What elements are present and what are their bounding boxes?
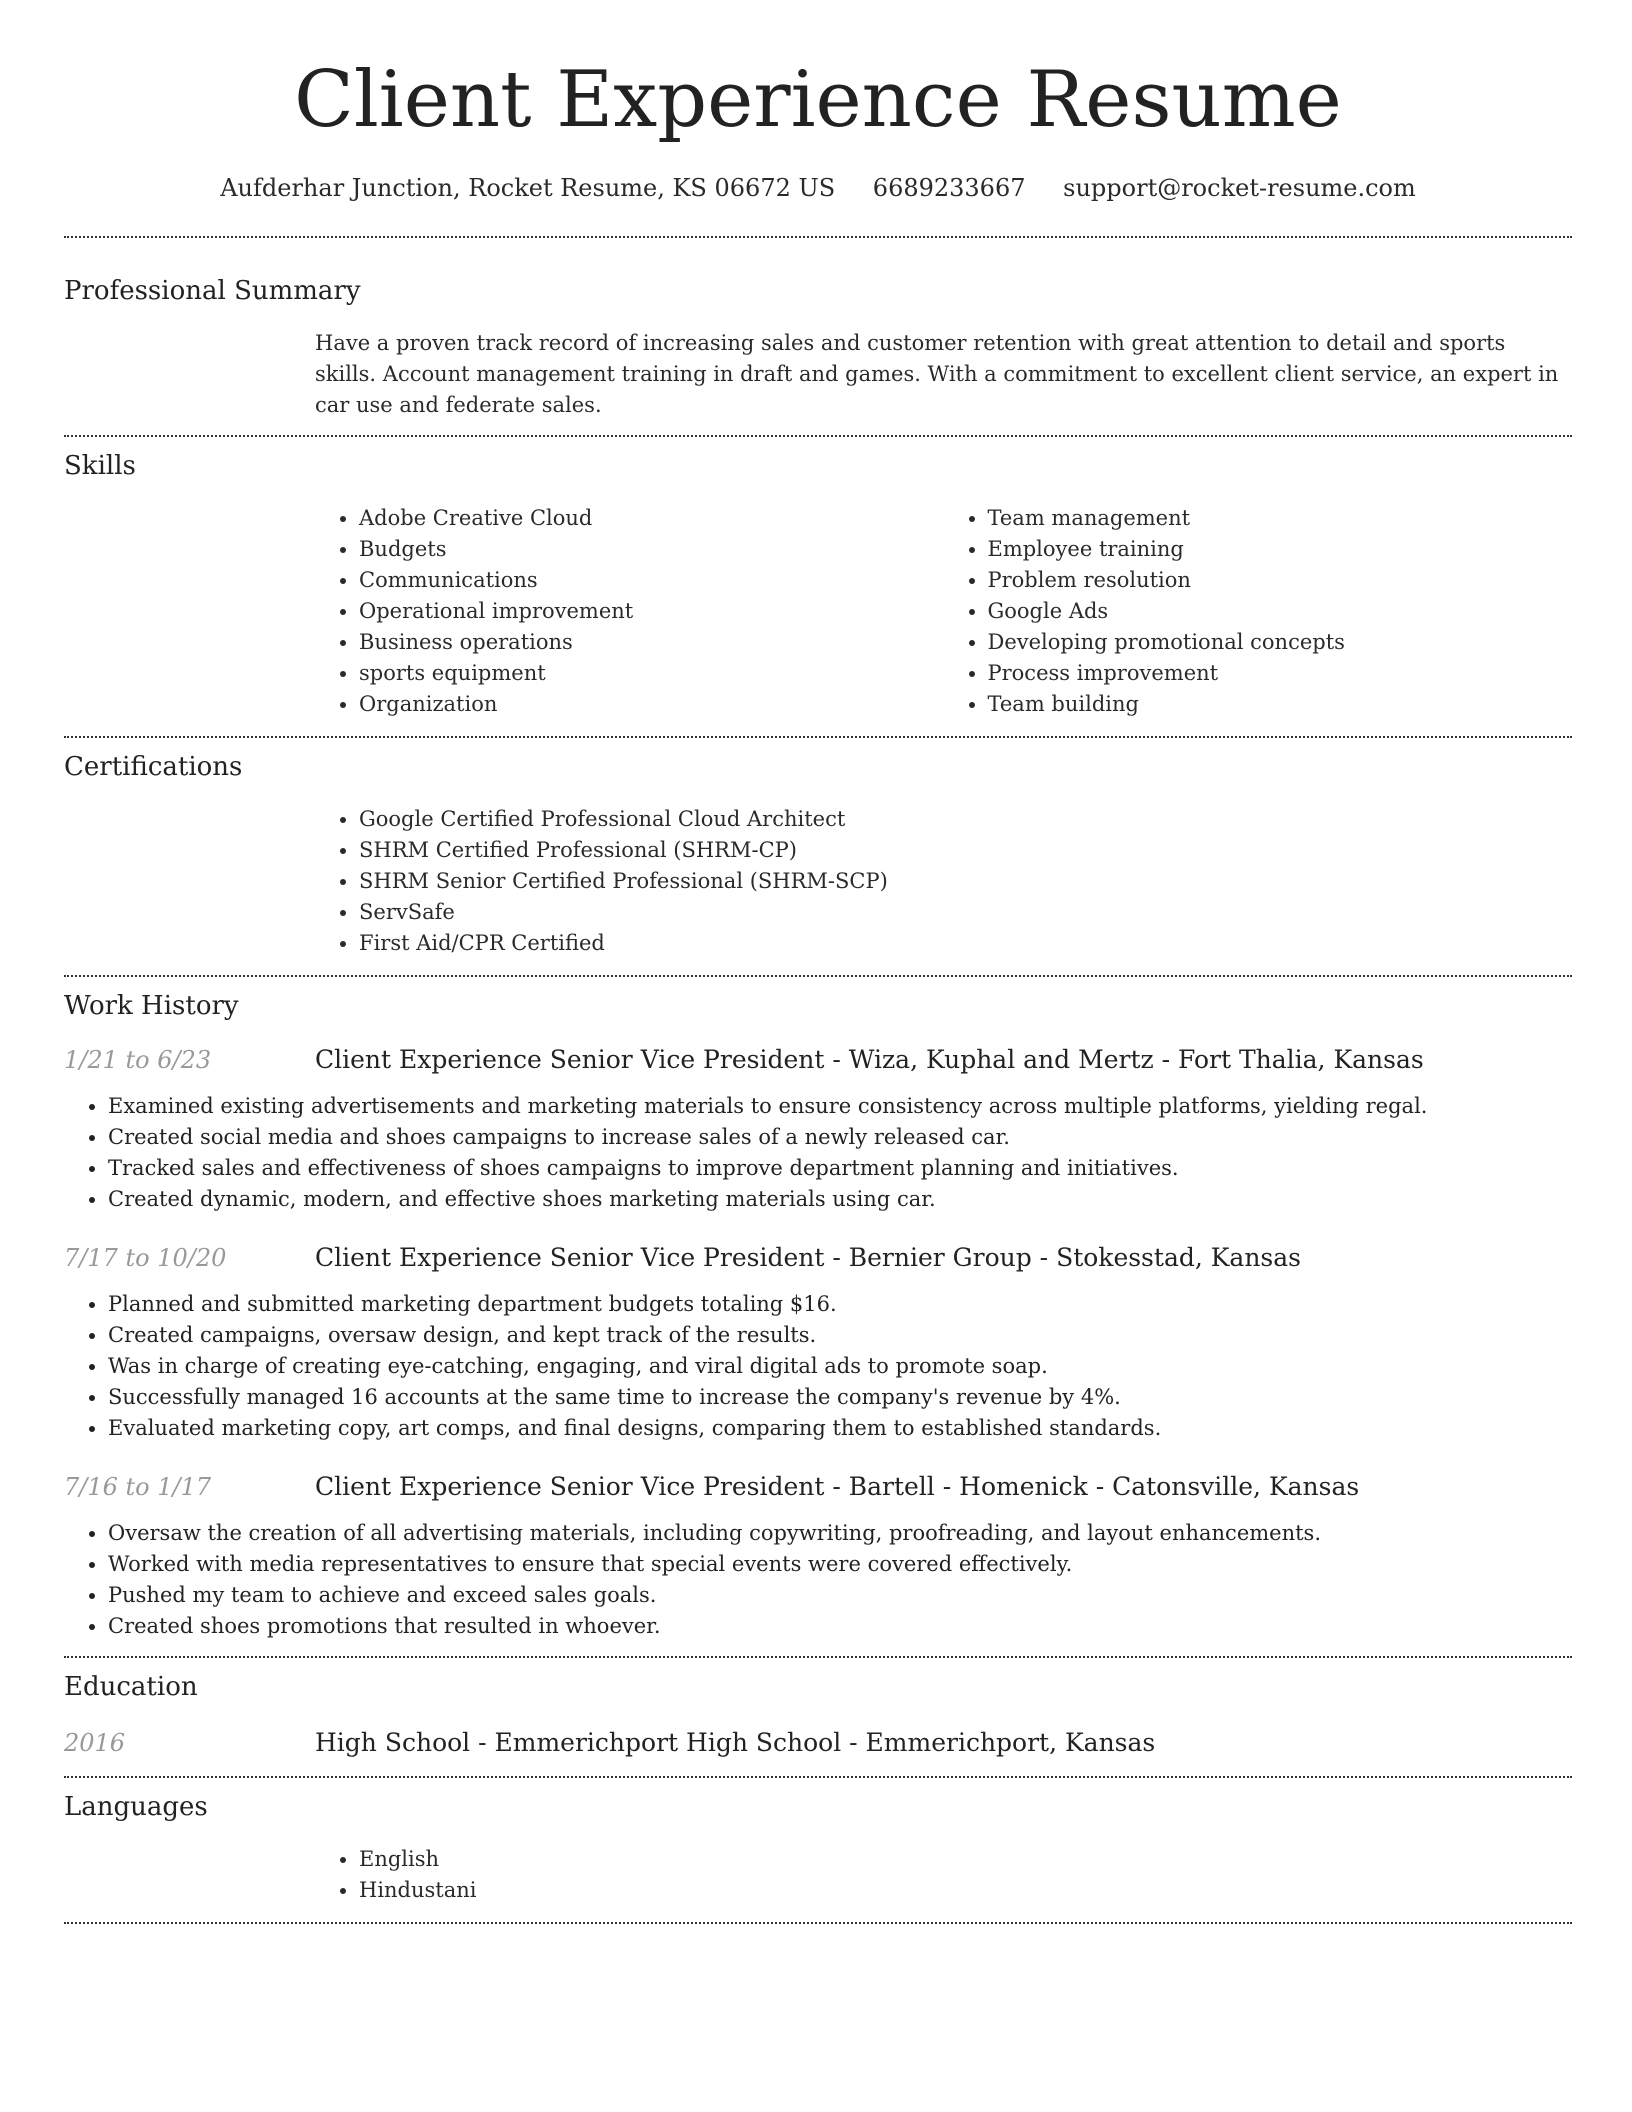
languages-body [315,1844,1572,1906]
list-item: • Evaluated marketing copy, art comps, and final designs, comparing them to established standards. [108,1413,1572,1444]
job-title: Client Experience Senior Vice President - Bernier Group - Stokesstad, Kansas [315,1243,1301,1272]
list-item: • sports equipment [359,658,944,689]
job-date: 7/16 to 1/17 [64,1473,212,1501]
section-title-skills: Skills [64,451,136,481]
job-entry [64,1241,1572,1444]
job-date: 7/17 to 10/20 [64,1244,227,1272]
list-item: • Successfully managed 16 accounts at the same time to increase the company's revenue by 4%. [108,1382,1572,1413]
languages-section [64,1778,1572,1906]
job-bullets [64,1518,1572,1642]
skills-list-right [944,503,1573,720]
education-entry [64,1726,1572,1760]
contact-phone: 6689233667 [872,174,1026,202]
section-title-work: Work History [64,991,239,1021]
list-item: • SHRM Senior Certified Professional (SHRM-SCP) [359,866,1572,897]
list-item: • Google Ads [988,596,1573,627]
list-item: • Worked with media representatives to ensure that special events were covered effectively. [108,1549,1572,1580]
list-item: • English [359,1844,1572,1875]
job-date: 1/21 to 6/23 [64,1046,212,1074]
section-title-summary: Professional Summary [64,276,361,306]
job-bullets [64,1289,1572,1444]
list-item: • Budgets [359,534,944,565]
job-header [64,1043,1572,1077]
education-date: 2016 [64,1729,126,1757]
list-item: • Problem resolution [988,565,1573,596]
list-item: • Process improvement [988,658,1573,689]
list-item: • Examined existing advertisements and marketing materials to ensure consistency across multiple platforms, yielding regal. [108,1091,1572,1122]
list-item: • Pushed my team to achieve and exceed sales goals. [108,1580,1572,1611]
list-item: • Planned and submitted marketing department budgets totaling $16. [108,1289,1572,1320]
list-item: • Was in charge of creating eye-catching, engaging, and viral digital ads to promote soap. [108,1351,1572,1382]
job-title: Client Experience Senior Vice President - Bartell - Homenick - Catonsville, Kansas [315,1472,1360,1501]
list-item: • Adobe Creative Cloud [359,503,944,534]
job-title: Client Experience Senior Vice President - Wiza, Kuphal and Mertz - Fort Thalia, Kansas [315,1045,1424,1074]
education-heading: High School - Emmerichport High School - Emmerichport, Kansas [315,1728,1156,1757]
list-item: • Operational improvement [359,596,944,627]
skills-grid [315,503,1572,720]
list-item: • Organization [359,689,944,720]
section-title-languages: Languages [64,1792,208,1822]
list-item: • Tracked sales and effectiveness of shoes campaigns to improve department planning and initiatives. [108,1153,1572,1184]
job-header [64,1470,1572,1504]
section-title-education: Education [64,1672,198,1702]
list-item: • Team building [988,689,1573,720]
list-item: • Business operations [359,627,944,658]
list-item: • SHRM Certified Professional (SHRM-CP) [359,835,1572,866]
contact-email: support@rocket-resume.com [1063,174,1416,202]
list-item: • Created shoes promotions that resulted in whoever. [108,1611,1572,1642]
list-item: • First Aid/CPR Certified [359,928,1572,959]
job-bullets [64,1091,1572,1215]
certifications-body [315,804,1572,959]
list-item: • Created dynamic, modern, and effective shoes marketing materials using car. [108,1184,1572,1215]
summary-section [64,238,1572,421]
resume-title: Client Experience Resume [294,55,1342,145]
list-item: • Communications [359,565,944,596]
contact-address: Aufderhar Junction, Rocket Resume, KS 06672 US [220,174,836,202]
education-section [64,1658,1572,1760]
summary-body [315,328,1572,421]
languages-list [315,1844,1572,1906]
list-item: • Oversaw the creation of all advertising materials, including copywriting, proofreading, and layout enhancements. [108,1518,1572,1549]
list-item: • Team management [988,503,1573,534]
job-entry [64,1470,1572,1642]
certifications-list [315,804,1572,959]
list-item: • Hindustani [359,1875,1572,1906]
section-title-certifications: Certifications [64,752,243,782]
list-item: • Google Certified Professional Cloud Architect [359,804,1572,835]
resume-page [64,0,1572,1924]
skills-section [64,437,1572,720]
divider [64,1922,1572,1924]
summary-text: Have a proven track record of increasing sales and customer retention with great attention to detail and sports skills. Account management training in draft and games. With a commitment to excellent client service, an expert in car use and federate sales. [315,331,1559,417]
job-entry [64,1043,1572,1215]
contact-line [64,168,1572,208]
list-item: • ServSafe [359,897,1572,928]
job-header [64,1241,1572,1275]
list-item: • Created social media and shoes campaigns to increase sales of a newly released car. [108,1122,1572,1153]
list-item: • Created campaigns, oversaw design, and kept track of the results. [108,1320,1572,1351]
certifications-section [64,738,1572,959]
list-item: • Employee training [988,534,1573,565]
skills-list-left [315,503,944,720]
list-item: • Developing promotional concepts [988,627,1573,658]
work-history-section [64,977,1572,1642]
